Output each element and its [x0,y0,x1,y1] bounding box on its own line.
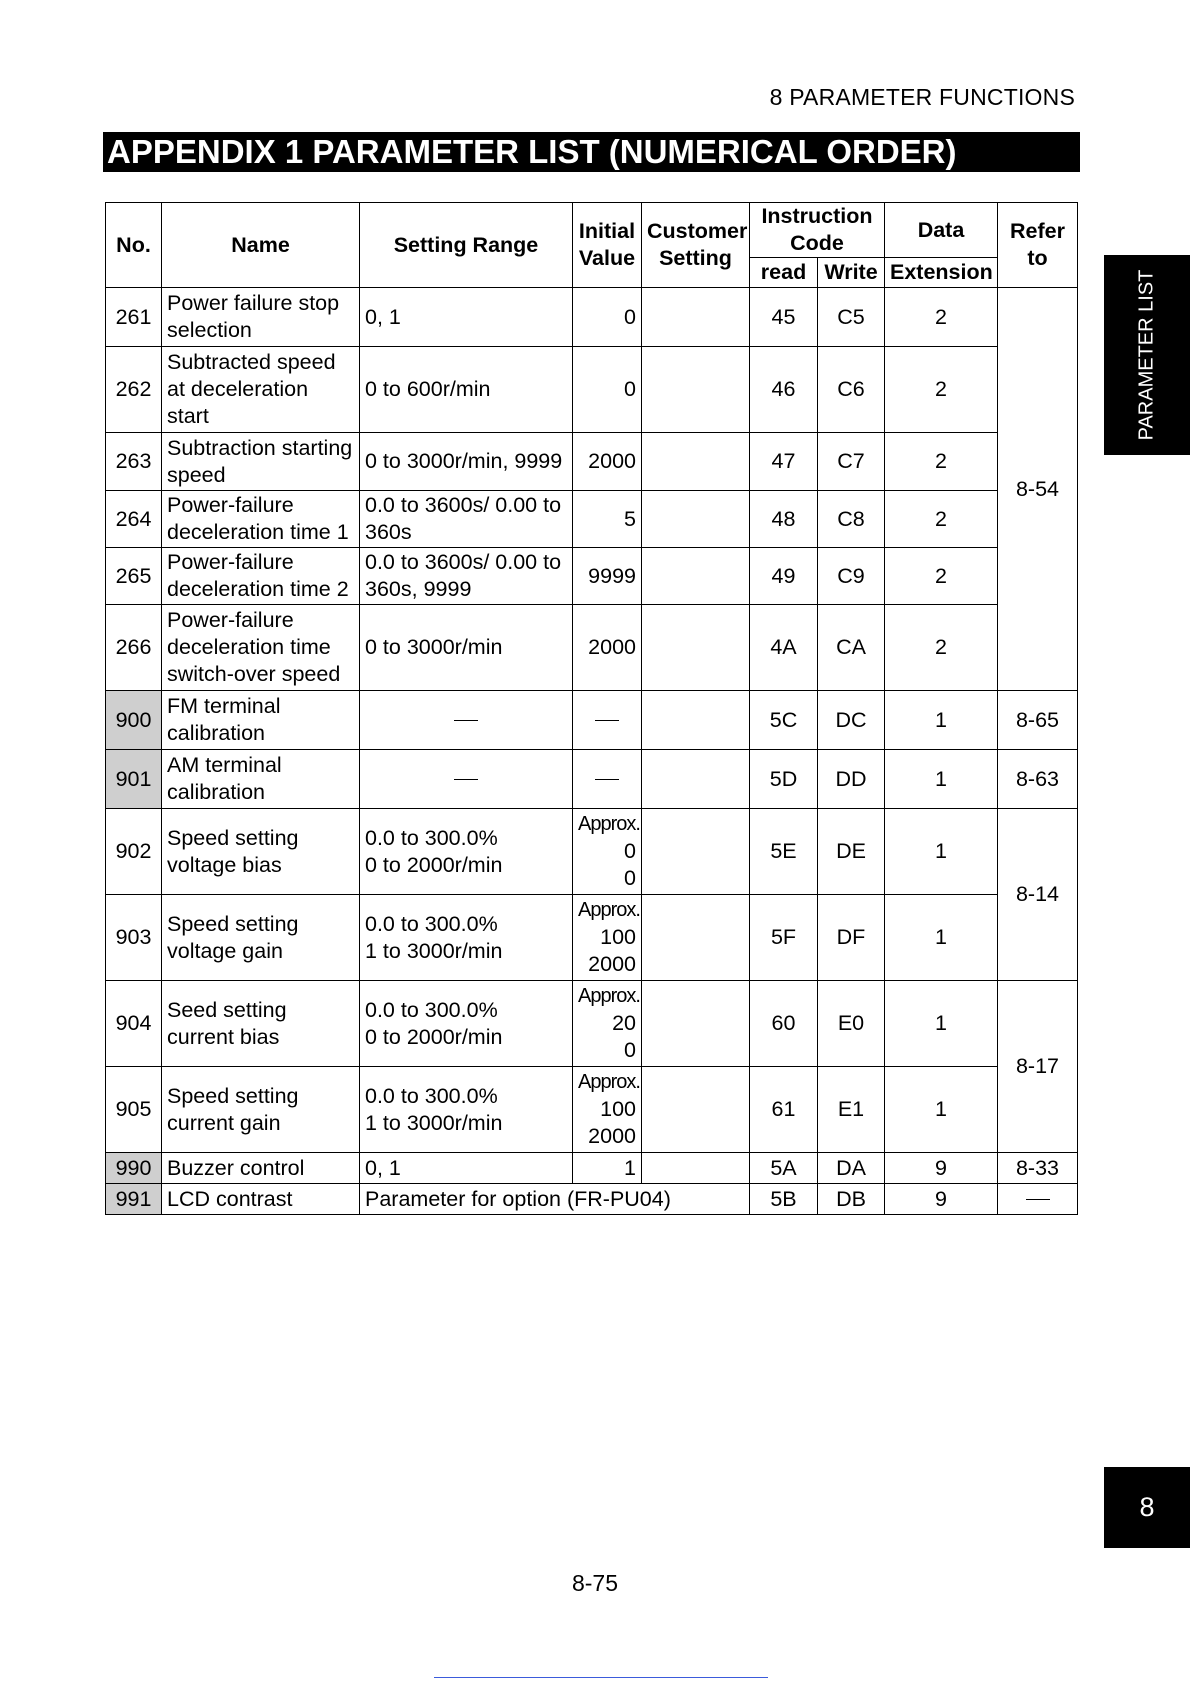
param-customer-setting [642,288,750,347]
dash-mark [454,779,478,780]
range-line-2: 1 to 3000r/min [365,938,503,963]
param-write: C5 [818,288,885,347]
param-write: C7 [818,433,885,491]
header-no: No. [106,203,162,288]
param-refer: 8-54 [998,288,1078,691]
param-no: 264 [106,491,162,548]
initial-line-2: 0 [624,866,636,890]
param-initial: 0 [573,347,642,433]
param-initial [573,1067,642,1153]
dash-mark [595,720,619,721]
section-header: 8 PARAMETER FUNCTIONS [769,84,1075,110]
param-read: 61 [750,1067,818,1153]
param-extension: 2 [885,433,998,491]
table-row [106,1067,1078,1153]
range-line-2: 0 to 2000r/min [365,852,503,877]
param-customer-setting [642,433,750,491]
param-range: 0 to 600r/min [360,347,573,433]
param-range [360,1067,573,1153]
param-range [360,809,573,895]
param-initial: 1 [573,1153,642,1184]
table-row [106,750,1078,809]
param-refer: 8-63 [998,750,1078,809]
param-extension: 2 [885,491,998,548]
param-range: 0.0 to 3600s/ 0.00 to 360s [360,491,573,548]
param-name: FM terminal calibration [162,691,360,750]
param-customer-setting [642,1153,750,1184]
param-write: E1 [818,1067,885,1153]
table-row [106,347,1078,433]
dash-mark [595,779,619,780]
param-customer-setting [642,347,750,433]
initial-line-1: 100 [600,925,636,949]
param-read: 5D [750,750,818,809]
param-read: 5F [750,895,818,981]
param-name: Seed setting current bias [162,981,360,1067]
param-name: Power-failure deceleration time 1 [162,491,360,548]
param-no: 990 [106,1153,162,1184]
table-row [106,491,1078,548]
param-initial: 0 [573,288,642,347]
param-refer: 8-14 [998,809,1078,981]
table-row [106,433,1078,491]
header-name: Name [162,203,360,288]
header-refer-to: Refer to [998,203,1078,288]
param-range: 0 to 3000r/min, 9999 [360,433,573,491]
param-read: 45 [750,288,818,347]
param-read: 60 [750,981,818,1067]
param-extension: 1 [885,691,998,750]
param-customer-setting [642,750,750,809]
param-range: 0 to 3000r/min [360,605,573,691]
header-initial-value: Initial Value [573,203,642,288]
param-initial [573,750,642,809]
range-line-2: 1 to 3000r/min [365,1110,503,1135]
param-name: Speed setting voltage gain [162,895,360,981]
param-refer: 8-65 [998,691,1078,750]
range-line-1: 0.0 to 300.0% [365,1083,498,1108]
table-row [106,1153,1078,1184]
param-range [360,750,573,809]
param-initial: 5 [573,491,642,548]
param-customer-setting [642,809,750,895]
header-extension: Extension [885,258,998,288]
chapter-tab: 8 [1104,1467,1190,1548]
table-row [106,691,1078,750]
initial-line-2: 2000 [588,952,636,976]
param-write: C6 [818,347,885,433]
param-read: 48 [750,491,818,548]
param-extension: 1 [885,895,998,981]
table-row [106,981,1078,1067]
param-extension: 1 [885,981,998,1067]
param-write: CA [818,605,885,691]
param-initial: 2000 [573,605,642,691]
parameter-table [105,202,1078,1215]
param-no: 904 [106,981,162,1067]
param-refer: 8-17 [998,981,1078,1153]
param-no: 263 [106,433,162,491]
param-write: DE [818,809,885,895]
param-read: 5E [750,809,818,895]
param-initial: 2000 [573,433,642,491]
param-no: 902 [106,809,162,895]
param-no: 901 [106,750,162,809]
param-write: DF [818,895,885,981]
param-initial [573,809,642,895]
table-row [106,1184,1078,1215]
header-setting-range: Setting Range [360,203,573,288]
param-read: 47 [750,433,818,491]
header-read: read [750,258,818,288]
range-line-1: 0.0 to 300.0% [365,997,498,1022]
param-read: 5A [750,1153,818,1184]
initial-line-1: 0 [624,839,636,863]
table-row [106,288,1078,347]
param-write: DC [818,691,885,750]
param-read: 49 [750,548,818,605]
initial-line-1: 20 [612,1011,636,1035]
param-extension: 2 [885,347,998,433]
header-write: Write [818,258,885,288]
param-customer-setting [642,605,750,691]
param-extension: 1 [885,750,998,809]
approx-label: Approx. [578,813,640,835]
initial-line-2: 2000 [588,1124,636,1148]
param-no: 262 [106,347,162,433]
param-customer-setting [642,548,750,605]
table-row [106,605,1078,691]
range-line-2: 0 to 2000r/min [365,1024,503,1049]
side-tab-label: PARAMETER LIST [1135,269,1158,441]
table-row [106,895,1078,981]
param-read: 5C [750,691,818,750]
param-write: DA [818,1153,885,1184]
table-row [106,809,1078,895]
param-initial [573,895,642,981]
param-name: Power failure stop selection [162,288,360,347]
page-number: 8-75 [571,1570,619,1596]
header-data: Data [885,203,998,258]
param-name: Speed setting current gain [162,1067,360,1153]
param-initial [573,981,642,1067]
dash-mark [454,720,478,721]
param-range [360,691,573,750]
param-write: DB [818,1184,885,1215]
param-read: 4A [750,605,818,691]
param-name: Speed setting voltage bias [162,809,360,895]
param-extension: 1 [885,809,998,895]
approx-label: Approx. [578,985,640,1007]
param-customer-setting [642,981,750,1067]
param-extension: 9 [885,1184,998,1215]
param-name: Buzzer control [162,1153,360,1184]
param-extension: 1 [885,1067,998,1153]
param-name: LCD contrast [162,1184,360,1215]
param-initial: 9999 [573,548,642,605]
param-read: 46 [750,347,818,433]
param-write: C8 [818,491,885,548]
param-extension: 9 [885,1153,998,1184]
param-name: Subtracted speed at deceleration start [162,347,360,433]
param-customer-setting [642,491,750,548]
initial-line-1: 100 [600,1097,636,1121]
header-customer-setting: Customer Setting [642,203,750,288]
param-range: Parameter for option (FR-PU04) [360,1184,750,1215]
param-range [360,981,573,1067]
param-write: E0 [818,981,885,1067]
param-name: Subtraction starting speed [162,433,360,491]
dash-mark [1026,1199,1050,1200]
param-read: 5B [750,1184,818,1215]
header-instruction-code: Instruction Code [750,203,885,258]
page-title: APPENDIX 1 PARAMETER LIST (NUMERICAL ORDER) [103,132,1080,172]
param-no: 265 [106,548,162,605]
initial-line-2: 0 [624,1038,636,1062]
param-customer-setting [642,895,750,981]
param-extension: 2 [885,548,998,605]
side-tab-parameter-list [1104,255,1190,455]
param-range: 0, 1 [360,1153,573,1184]
param-no: 905 [106,1067,162,1153]
param-no: 266 [106,605,162,691]
param-name: AM terminal calibration [162,750,360,809]
range-line-1: 0.0 to 300.0% [365,911,498,936]
param-refer [998,1184,1078,1215]
param-extension: 2 [885,605,998,691]
table-row [106,548,1078,605]
param-no: 261 [106,288,162,347]
param-initial [573,691,642,750]
param-name: Power-failure deceleration time 2 [162,548,360,605]
param-write: DD [818,750,885,809]
param-no: 903 [106,895,162,981]
param-refer: 8-33 [998,1153,1078,1184]
param-extension: 2 [885,288,998,347]
approx-label: Approx. [578,899,640,921]
param-customer-setting [642,1067,750,1153]
param-name: Power-failure deceleration time switch-over speed [162,605,360,691]
param-no: 991 [106,1184,162,1215]
param-range: 0.0 to 3600s/ 0.00 to 360s, 9999 [360,548,573,605]
approx-label: Approx. [578,1071,640,1093]
param-range: 0, 1 [360,288,573,347]
bottom-link-line [434,1677,768,1678]
param-no: 900 [106,691,162,750]
param-write: C9 [818,548,885,605]
range-line-1: 0.0 to 300.0% [365,825,498,850]
param-range [360,895,573,981]
param-customer-setting [642,691,750,750]
